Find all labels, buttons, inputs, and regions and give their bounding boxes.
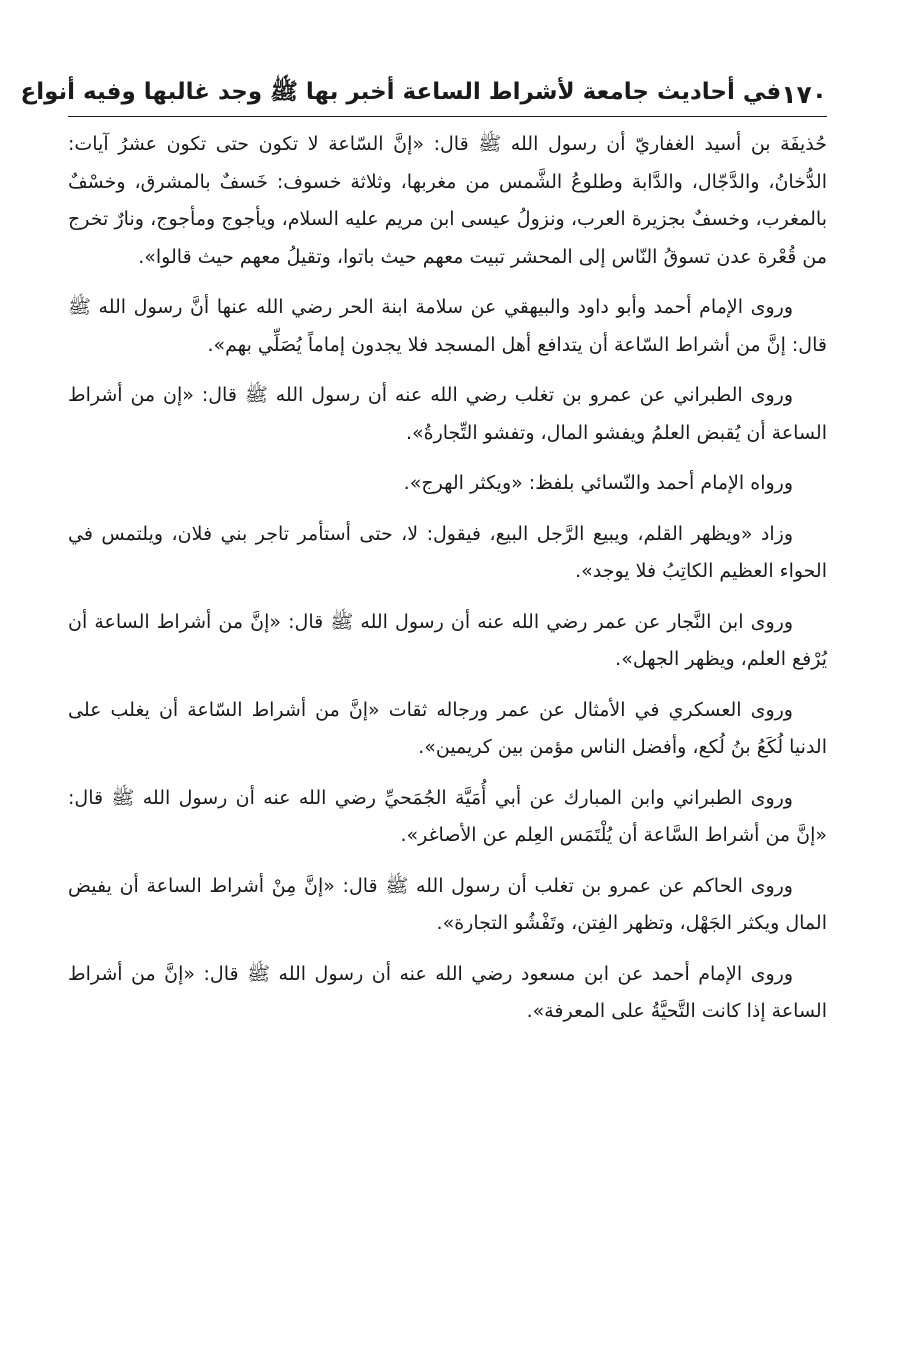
paragraph: وروى الحاكم عن عمرو بن تغلب أن رسول الله ﷺ قال: «إنَّ مِنْ أشراط الساعة أن يفيض المال ويكثر الجَهْل، وتظهر الفِتن، وتَفْشُو التجارة». <box>68 874 827 934</box>
paragraph: وروى الطبراني وابن المبارك عن أبي أُمَيَّة الجُمَحيِّ رضي الله عنه أن رسول الله ﷺ قال: «إنَّ من أشراط السَّاعة أن يُلْتَمَس العِلم عن الأصاغر». <box>68 786 827 846</box>
page-number: ١٧٠ <box>781 79 827 109</box>
paragraph: حُذيفَة بن أسيد الغفاريّ أن رسول الله ﷺ قال: «إنَّ السّاعة لا تكون حتى تكون عشرُ آيات: الدُّخانُ، والدَّجّال، والدَّابة وطلوعُ الشَّمس من مغربها، وثلاثة خسوف: خَسفٌ بالمشرق، وخسْفٌ بالمغرب، وخسفٌ بجزيرة العرب، ونزولُ عيسى ابن مريم عليه السلام، ويأجوج ومأجوج، ونارٌ تخرج من قُعْرة عدن تسوقُ النّاس إلى المحشر تبيت معهم حيث باتوا، وتقيلُ معهم حيث قالوا». <box>68 133 827 268</box>
body-text <box>68 126 827 1044</box>
paragraph: وروى الطبراني عن عمرو بن تغلب رضي الله عنه أن رسول الله ﷺ قال: «إن من أشراط الساعة أن يُقبض العلمُ ويفشو المال، وتفشو التِّجارةُ». <box>68 384 827 444</box>
paragraph: وروى ابن النَّجار عن عمر رضي الله عنه أن رسول الله ﷺ قال: «إنَّ من أشراط الساعة أن يُرْفع العلم، ويظهر الجهل». <box>68 610 827 670</box>
paragraph: وزاد «ويظهر القلم، ويبيع الرَّجل البيع، فيقول: لا، حتى أستأمر تاجر بني فلان، ويلتمس في الحواء العظيم الكاتِبُ فلا يوجد». <box>68 522 827 582</box>
paragraph: ورواه الإمام أحمد والنّسائي بلفظ: «ويكثر الهرج». <box>403 472 793 494</box>
running-title: في أحاديث جامعة لأشراط الساعة أخبر بها ﷺ وجد غالبها وفيه أنواع <box>20 79 782 105</box>
paragraph: وروى الإمام أحمد عن ابن مسعود رضي الله عنه أن رسول الله ﷺ قال: «إنَّ من أشراط الساعة إذا كانت التَّحيَّةُ على المعرفة». <box>68 962 827 1022</box>
page-header <box>20 72 827 117</box>
paragraph: وروى العسكري في الأمثال عن عمر ورجاله ثقات «إنَّ من أشراط السّاعة أن يغلب على الدنيا لُكَعُ بنُ لُكع، وأفضل الناس مؤمن بين كريمين». <box>68 698 827 758</box>
paragraph: وروى الإمام أحمد وأبو داود والبيهقي عن سلامة ابنة الحر رضي الله عنها أنَّ رسول الله ﷺ قال: إنَّ من أشراط السّاعة أن يتدافع أهل المسجد فلا يجدون إماماً يُصَلِّي بهم». <box>68 296 827 356</box>
